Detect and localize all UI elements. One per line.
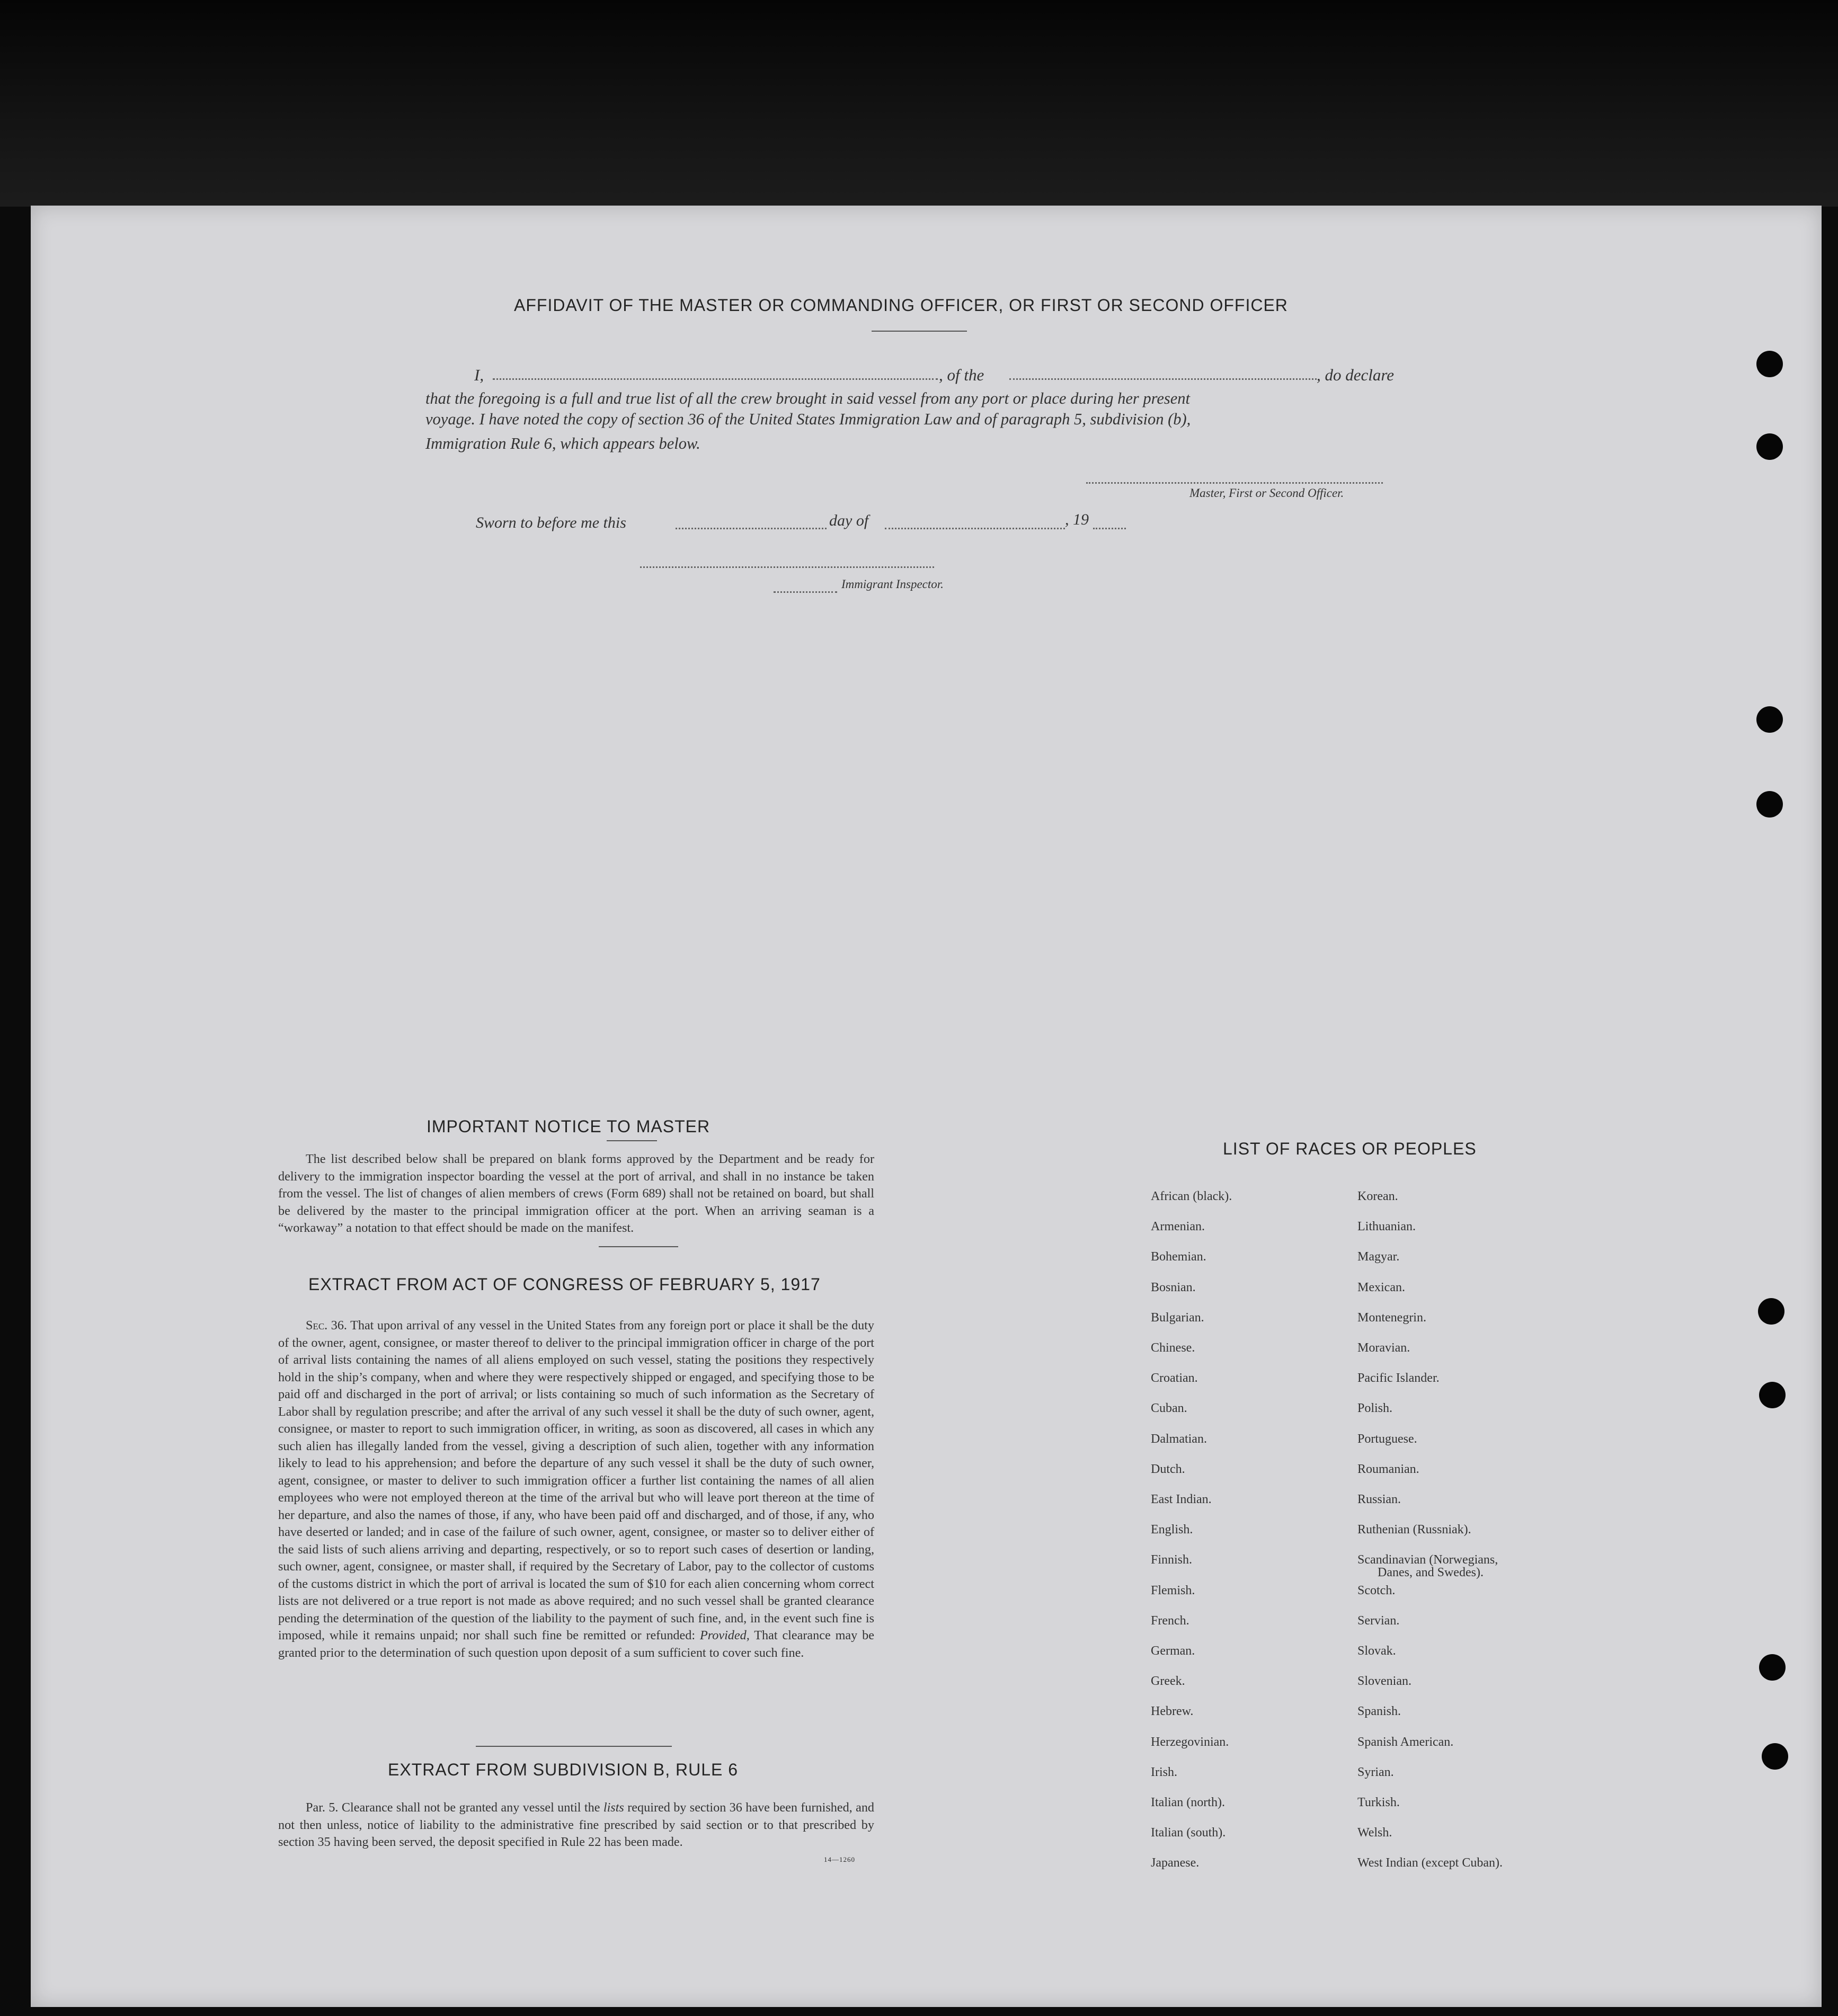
race-item: Bosnian. (1151, 1280, 1196, 1294)
rule-extract-text (278, 1799, 874, 1851)
affidavit-of-the: , of the (939, 366, 984, 384)
race-item: East Indian. (1151, 1493, 1212, 1506)
act-text-main: That upon arrival of any vessel in the United States from any foreign port or place it shall be the duty of the owner, agent, consignee, or master thereof to deliver to the principal immigration officer in charge of the port of arrival lists containing the names of all aliens employed on such vessel, stating the positions they respectively hold in the ship’s company, when and where they were respectively shipped or engaged, and specifying those to be paid off and discharged in the port of arrival; or lists containing so much of such information as the Secretary of Labor shall by regulation prescribe; and after the arrival of any such vessel it shall be the duty of such owner, agent, consignee, or master to report to such immigration officer, in writing, as soon as discovered, all cases in which any such alien has illegally landed from the vessel, giving a description of such alien, together with any information likely to lead to his apprehension; and before the departure of any such vessel it shall be the duty of such owner, agent, consignee, or master to deliver to such immigration officer a further list containing the names of all alien employees who were not employed thereon at the time of the arrival but who will leave port thereon at the time of her departure, and also the names of those, if any, who have been paid off and discharged, and of those, if any, who have deserted or landed; and in case of the failure of such owner, agent, consignee, or master so to deliver either of the said lists of such aliens arriving and departing, respectively, or so to report such cases of desertion or landing, such owner, agent, consignee, or master shall, if required by the Secretary of Labor, pay to the collector of customs of the customs district in which the port of arrival is located the sum of $10 for each alien concerning whom correct lists are not delivered or a true report is not made as above required; and no such vessel shall be granted clearance pending the determination of the question of the liability to the payment of such fine, and, in the event such fine is imposed, while it remains unpaid; nor shall such fine be remitted or refunded: (278, 1318, 874, 1642)
binder-hole (1762, 1743, 1788, 1770)
blank-day (676, 528, 827, 529)
race-item: African (black). (1151, 1189, 1232, 1203)
race-item: Turkish. (1357, 1796, 1400, 1809)
divider (872, 331, 967, 332)
race-item: Magyar. (1357, 1250, 1400, 1264)
race-item: Armenian. (1151, 1220, 1205, 1234)
race-item: Bulgarian. (1151, 1310, 1204, 1325)
race-item: Greek. (1151, 1674, 1185, 1689)
affidavit-line-2: that the foregoing is a full and true list of all the crew brought in said vessel from any port or place during her present (425, 389, 1191, 407)
race-item: Spanish American. (1357, 1735, 1454, 1749)
act-extract-paragraph (278, 1317, 874, 1662)
race-item: Welsh. (1357, 1826, 1392, 1840)
year-prefix: , 19 (1065, 511, 1089, 528)
race-item-continuation: Danes, and Swedes). (1378, 1566, 1484, 1580)
race-item: Spanish. (1357, 1704, 1401, 1719)
blank-vessel (1009, 378, 1317, 380)
race-item: Korean. (1357, 1189, 1398, 1203)
affidavit-line-3: voyage. I have noted the copy of section 36 of the United States Immigration Law and of paragraph 5, subdivision (b), (425, 410, 1191, 428)
race-item: Hebrew. (1151, 1704, 1194, 1719)
race-item: Russian. (1357, 1493, 1401, 1506)
races-title: LIST OF RACES OR PEOPLES (1223, 1139, 1477, 1158)
section-label: Sec. 36. (306, 1318, 347, 1333)
race-item: English. (1151, 1523, 1193, 1537)
race-item: Cuban. (1151, 1401, 1187, 1416)
race-item: Slovak. (1357, 1644, 1396, 1658)
document-page (31, 206, 1822, 2007)
divider (599, 1246, 678, 1247)
affidavit-line-4: Immigration Rule 6, which appears below. (425, 434, 700, 452)
affidavit-i: I, (474, 366, 484, 384)
rule-lists-word: lists (603, 1800, 624, 1815)
race-item: Scotch. (1357, 1583, 1396, 1597)
affidavit-title: AFFIDAVIT OF THE MASTER OR COMMANDING OFFICER, OR FIRST OR SECOND OFFICER (514, 296, 1288, 315)
notice-text (278, 1151, 874, 1237)
race-item: West Indian (except Cuban). (1357, 1856, 1503, 1870)
notice-title: IMPORTANT NOTICE TO MASTER (427, 1117, 711, 1136)
act-provided: Provided, (699, 1628, 750, 1642)
divider (607, 1140, 657, 1141)
race-item: Ruthenian (Russniak). (1357, 1523, 1471, 1537)
blank-year (1093, 528, 1126, 529)
act-extract-text (278, 1317, 874, 1662)
race-item: Slovenian. (1357, 1674, 1411, 1689)
binder-hole (1756, 433, 1783, 460)
rule-extract-paragraph (278, 1799, 874, 1851)
affidavit-declare: , do declare (1317, 366, 1395, 384)
binder-hole (1758, 1298, 1784, 1325)
race-item: Pacific Islander. (1357, 1371, 1440, 1386)
rule-text-end: required by section 36 have been furnished, and not then unless, notice of liability to the administrative fine prescribed by said section or to that prescribed by section 35 having been served, the deposit specified in Rule 22 has been made. (278, 1800, 875, 1849)
act-text-end: That clearance may be granted prior to the determination of such question upon deposit of a sum sufficient to cover such fine. (278, 1628, 874, 1660)
race-item: Herzegovinian. (1151, 1735, 1229, 1749)
signature-line-master (1086, 482, 1383, 484)
race-item: Croatian. (1151, 1371, 1198, 1386)
blank-name (493, 378, 938, 380)
race-item: Flemish. (1151, 1583, 1195, 1597)
race-item: Roumanian. (1357, 1462, 1419, 1476)
master-signature-label: Master, First or Second Officer. (1189, 486, 1344, 500)
form-number: 14—1260 (824, 1855, 855, 1863)
race-item: Scandinavian (Norwegians, (1357, 1553, 1498, 1567)
scan-background-top (0, 0, 1838, 207)
race-item: Moravian. (1357, 1341, 1410, 1355)
rule-text-main: Par. 5. Clearance shall not be granted any vessel until the (306, 1800, 600, 1815)
race-item: Italian (south). (1151, 1826, 1226, 1840)
notice-paragraph: The list described below shall be prepared on blank forms approved by the Department and be ready for delivery to the immigration inspector boarding the vessel at the port of arrival, and shall in no instance be taken from the vessel. The list of changes of alien members of crews (Form 689) shall not be retained on board, but shall be delivered by the master to the principal immigration officer at the port. When an arriving seaman is a “workaway” a notation to that effect should be made on the manifest. (278, 1152, 874, 1235)
sworn-prefix: Sworn to before me this (476, 514, 626, 531)
race-item: Dalmatian. (1151, 1432, 1207, 1446)
race-item: Polish. (1357, 1401, 1393, 1416)
rule-extract-title: EXTRACT FROM SUBDIVISION B, RULE 6 (388, 1760, 739, 1779)
race-item: Italian (north). (1151, 1796, 1225, 1809)
race-item: Portuguese. (1357, 1432, 1417, 1446)
race-item: Irish. (1151, 1765, 1177, 1779)
act-extract-title: EXTRACT FROM ACT OF CONGRESS OF FEBRUARY 5, 1917 (308, 1275, 821, 1294)
race-item: Chinese. (1151, 1341, 1195, 1355)
race-item: Japanese. (1151, 1856, 1200, 1870)
inspector-label: Immigrant Inspector. (841, 578, 944, 591)
day-of: day of (829, 512, 869, 529)
race-item: Finnish. (1151, 1553, 1193, 1567)
signature-line-inspector (640, 566, 934, 568)
blank-month (885, 528, 1065, 529)
race-item: Montenegrin. (1357, 1310, 1426, 1325)
race-item: French. (1151, 1613, 1189, 1628)
binder-hole (1759, 1654, 1786, 1681)
binder-hole (1756, 351, 1783, 377)
race-item: Syrian. (1357, 1765, 1394, 1779)
race-item: Dutch. (1151, 1462, 1185, 1476)
inspector-dots (774, 591, 837, 593)
race-item: Mexican. (1357, 1280, 1405, 1294)
race-item: Lithuanian. (1357, 1220, 1416, 1234)
race-item: Servian. (1357, 1613, 1400, 1628)
binder-hole (1756, 706, 1783, 733)
race-item: German. (1151, 1644, 1195, 1658)
binder-hole (1759, 1382, 1786, 1408)
binder-hole (1756, 791, 1783, 818)
race-item: Bohemian. (1151, 1250, 1206, 1264)
divider (476, 1746, 672, 1747)
